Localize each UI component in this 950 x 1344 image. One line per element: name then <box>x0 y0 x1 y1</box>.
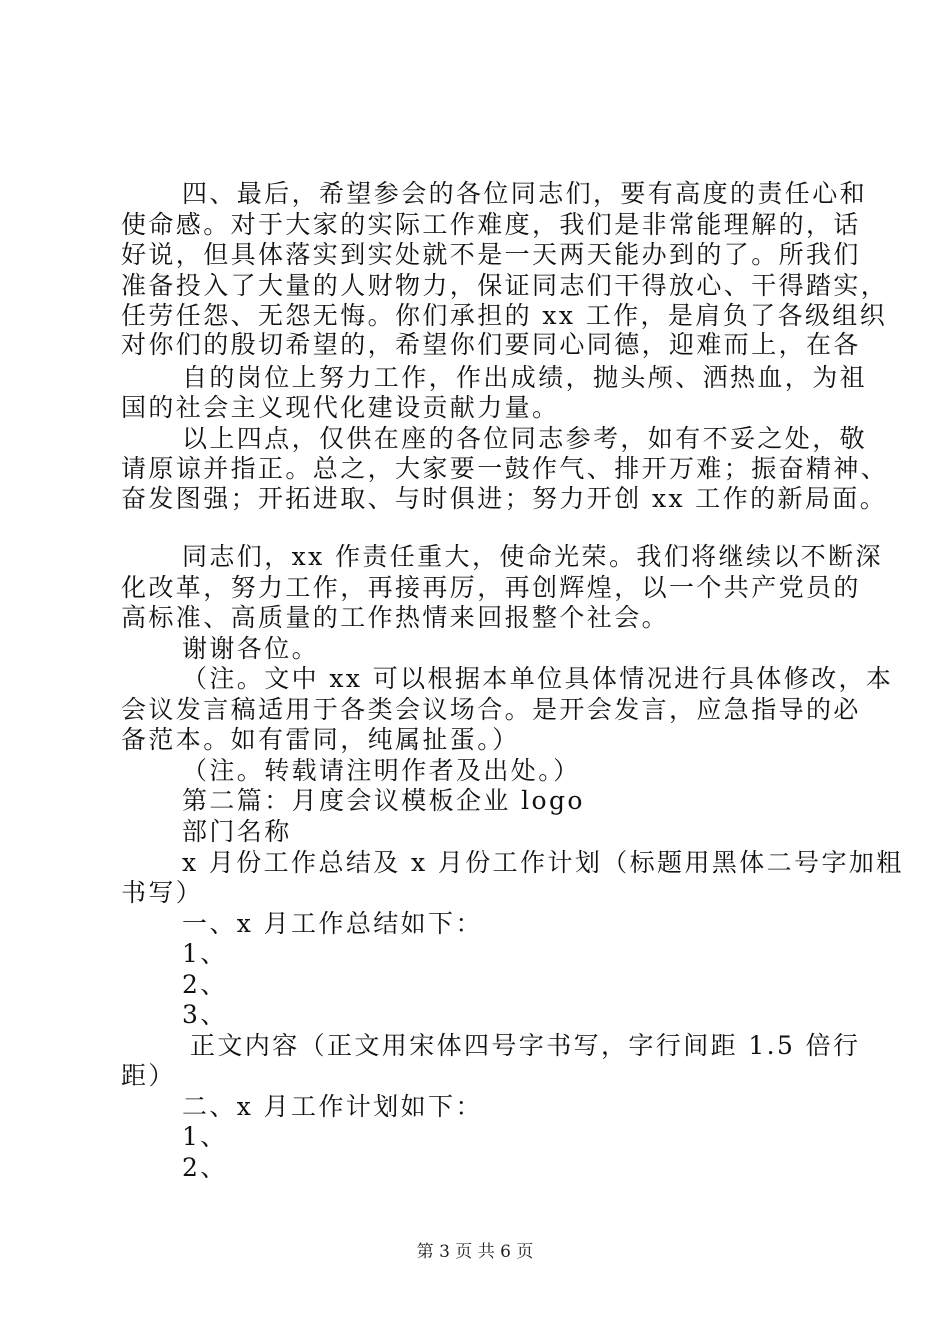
paragraph-line: 备范本。如有雷同，纯属扯蛋。） <box>121 725 520 754</box>
paragraph-line: 对你们的殷切希望的，希望你们要同心同德，迎难而上，在各 <box>121 330 861 359</box>
paragraph-line: 自的岗位上努力工作，作出成绩，抛头颅、洒热血，为祖 <box>182 363 868 392</box>
page-footer: 第 3 页 共 6 页 <box>416 1242 534 1262</box>
paragraph-line: 距） <box>121 1061 176 1090</box>
paragraph-line: 四、最后，希望参会的各位同志们，要有高度的责任心和 <box>182 179 868 208</box>
list-item: 2、 <box>182 970 228 999</box>
paragraph-line: 国的社会主义现代化建设贡献力量。 <box>121 393 560 422</box>
paragraph-line: 书写） <box>121 878 204 907</box>
paragraph-line: 会议发言稿适用于各类会议场合。是开会发言，应急指导的必 <box>121 695 861 724</box>
paragraph-line: x 月份工作总结及 x 月份工作计划（标题用黑体二号字加粗 <box>182 848 904 877</box>
paragraph-line: 二、x 月工作计划如下： <box>182 1092 483 1121</box>
paragraph-line: 任劳任怨、无怨无悔。你们承担的 xx 工作，是肩负了各级组织 <box>121 301 888 330</box>
paragraph-line: 正文内容（正文用宋体四号字书写，字行间距 1.5 倍行 <box>190 1031 861 1060</box>
list-item: 3、 <box>182 1000 228 1029</box>
paragraph-line: 高标准、高质量的工作热情来回报整个社会。 <box>121 603 670 632</box>
paragraph-line: （注。转载请注明作者及出处。） <box>182 756 581 785</box>
paragraph-line: 请原谅并指正。总之，大家要一鼓作气、排开万难；振奋精神、 <box>121 454 889 483</box>
paragraph-line: （注。文中 xx 可以根据本单位具体情况进行具体修改，本 <box>182 664 894 693</box>
paragraph-line: 部门名称 <box>182 817 292 846</box>
paragraph-line: 奋发图强；开拓进取、与时俱进；努力开创 xx 工作的新局面。 <box>121 484 888 513</box>
section-heading: 第二篇：月度会议模板企业 logo <box>182 786 585 815</box>
paragraph-line: 以上四点，仅供在座的各位同志参考，如有不妥之处，敬 <box>182 424 868 453</box>
paragraph-line: 使命感。对于大家的实际工作难度，我们是非常能理解的，话 <box>121 210 861 239</box>
list-item: 1、 <box>182 939 228 968</box>
paragraph-line: 好说，但具体落实到实处就不是一天两天能办到的了。所我们 <box>121 240 861 269</box>
paragraph-line: 准备投入了大量的人财物力，保证同志们干得放心、干得踏实， <box>121 271 889 300</box>
paragraph-line: 一、x 月工作总结如下： <box>182 909 483 938</box>
list-item: 2、 <box>182 1153 228 1182</box>
paragraph-line: 谢谢各位。 <box>182 634 320 663</box>
paragraph-line: 化改革，努力工作，再接再厉，再创辉煌，以一个共产党员的 <box>121 573 861 602</box>
list-item: 1、 <box>182 1122 228 1151</box>
paragraph-line: 同志们，xx 作责任重大，使命光荣。我们将继续以不断深 <box>182 542 883 571</box>
